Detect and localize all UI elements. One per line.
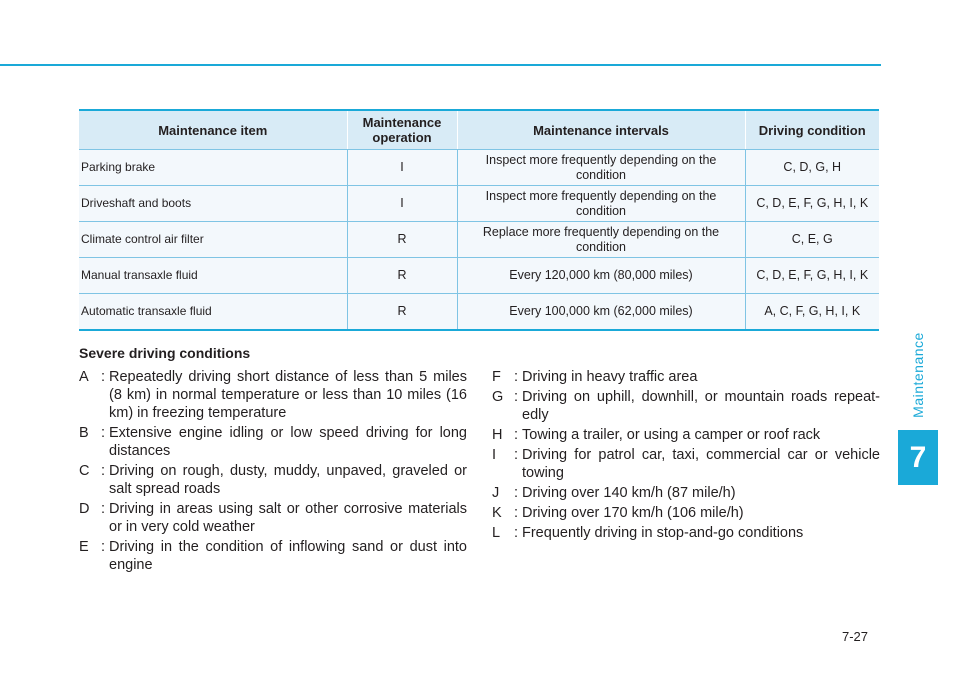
condition-key: A xyxy=(79,369,89,385)
header-maintenance-intervals: Maintenance intervals xyxy=(457,110,745,150)
condition-item: H : Towing a trailer, or using a camper or roof rack xyxy=(492,426,880,444)
header-maintenance-item: Maintenance item xyxy=(79,110,347,150)
header-maintenance-operation: Maintenance operation xyxy=(347,110,457,150)
cell-operation: R xyxy=(347,294,457,331)
condition-key: E xyxy=(79,539,89,555)
condition-key: D xyxy=(79,501,90,517)
cell-interval: Replace more frequently depending on the condition xyxy=(457,222,745,258)
condition-text: Driving in the condition of inflowing sand or dust into engine xyxy=(109,539,467,573)
cell-item: Manual transaxle fluid xyxy=(79,258,347,294)
condition-item: J : Driving over 140 km/h (87 mile/h) xyxy=(492,484,880,502)
condition-item: A : Repeatedly driving short distance of less than 5 miles (8 km) in normal temperature or less than 10 miles (16 km) in freezing temperature xyxy=(79,369,467,421)
condition-key: L xyxy=(492,525,501,541)
condition-item: B : Extensive engine idling or low speed driving for long distances xyxy=(79,425,467,459)
cell-condition: C, D, G, H xyxy=(745,150,879,186)
condition-key: J xyxy=(492,485,500,501)
condition-item: C : Driving on rough, dusty, muddy, unpaved, graveled or salt spread roads xyxy=(79,463,467,497)
table-row xyxy=(79,294,879,331)
table-header-row xyxy=(79,110,879,150)
table-row xyxy=(79,150,879,186)
table-row xyxy=(79,186,879,222)
condition-item: L : Frequently driving in stop-and-go conditions xyxy=(492,524,880,542)
cell-condition: C, E, G xyxy=(745,222,879,258)
cell-condition: C, D, E, F, G, H, I, K xyxy=(745,258,879,294)
header-driving-condition: Driving condition xyxy=(745,110,879,150)
cell-interval: Every 120,000 km (80,000 miles) xyxy=(457,258,745,294)
maintenance-table xyxy=(79,109,879,331)
cell-condition: C, D, E, F, G, H, I, K xyxy=(745,186,879,222)
cell-interval: Inspect more frequently depending on the condition xyxy=(457,150,745,186)
condition-key: F xyxy=(492,369,501,385)
cell-operation: I xyxy=(347,186,457,222)
section-label-text: Maintenance xyxy=(910,332,927,418)
condition-key: G xyxy=(492,389,504,405)
condition-item: G : Driving on uphill, downhill, or mountain roads repeat-edly xyxy=(492,389,880,423)
condition-key: B xyxy=(79,425,89,441)
table-row xyxy=(79,222,879,258)
section-side-label xyxy=(898,320,938,430)
condition-text: Driving in heavy traffic area xyxy=(522,369,698,385)
condition-text: Repeatedly driving short distance of less than 5 miles (8 km) in normal temperature or less than 10 miles (16 km) in freezing temperature xyxy=(109,369,467,421)
condition-text: Towing a trailer, or using a camper or roof rack xyxy=(522,427,821,443)
condition-item: F : Driving in heavy traffic area xyxy=(492,368,880,386)
cell-operation: R xyxy=(347,258,457,294)
top-rule xyxy=(0,64,881,66)
cell-item: Driveshaft and boots xyxy=(79,186,347,222)
condition-key: K xyxy=(492,505,502,521)
conditions-right-column xyxy=(492,368,880,544)
cell-item: Climate control air filter xyxy=(79,222,347,258)
condition-item: I : Driving for patrol car, taxi, commercial car or vehicle towing xyxy=(492,447,880,481)
cell-interval: Every 100,000 km (62,000 miles) xyxy=(457,294,745,331)
chapter-tab: 7 xyxy=(898,430,938,485)
condition-text: Extensive engine idling or low speed driving for long distances xyxy=(109,425,467,459)
condition-key: C xyxy=(79,463,90,479)
page-number: 7-27 xyxy=(842,629,869,644)
condition-text: Driving on rough, dusty, muddy, unpaved, graveled or salt spread roads xyxy=(109,463,467,497)
cell-condition: A, C, F, G, H, I, K xyxy=(745,294,879,331)
severe-conditions-title: Severe driving conditions xyxy=(79,345,251,361)
condition-item: K : Driving over 170 km/h (106 mile/h) xyxy=(492,504,880,522)
conditions-left-column xyxy=(79,368,467,576)
cell-item: Automatic transaxle fluid xyxy=(79,294,347,331)
condition-key: I xyxy=(492,447,497,463)
condition-item: D : Driving in areas using salt or other corrosive materials or in very cold weather xyxy=(79,501,467,535)
condition-text: Driving in areas using salt or other corrosive materials or in very cold weather xyxy=(109,501,467,535)
cell-operation: I xyxy=(347,150,457,186)
condition-text: Driving on uphill, downhill, or mountain roads repeat-edly xyxy=(522,389,880,423)
condition-item: E : Driving in the condition of inflowing sand or dust into engine xyxy=(79,539,467,573)
cell-interval: Inspect more frequently depending on the condition xyxy=(457,186,745,222)
cell-operation: R xyxy=(347,222,457,258)
cell-item: Parking brake xyxy=(79,150,347,186)
condition-text: Driving for patrol car, taxi, commercial car or vehicle towing xyxy=(522,447,880,481)
condition-key: H xyxy=(492,427,503,443)
condition-text: Frequently driving in stop-and-go conditions xyxy=(522,525,804,541)
condition-text: Driving over 170 km/h (106 mile/h) xyxy=(522,505,744,521)
table-row xyxy=(79,258,879,294)
condition-text: Driving over 140 km/h (87 mile/h) xyxy=(522,485,736,501)
